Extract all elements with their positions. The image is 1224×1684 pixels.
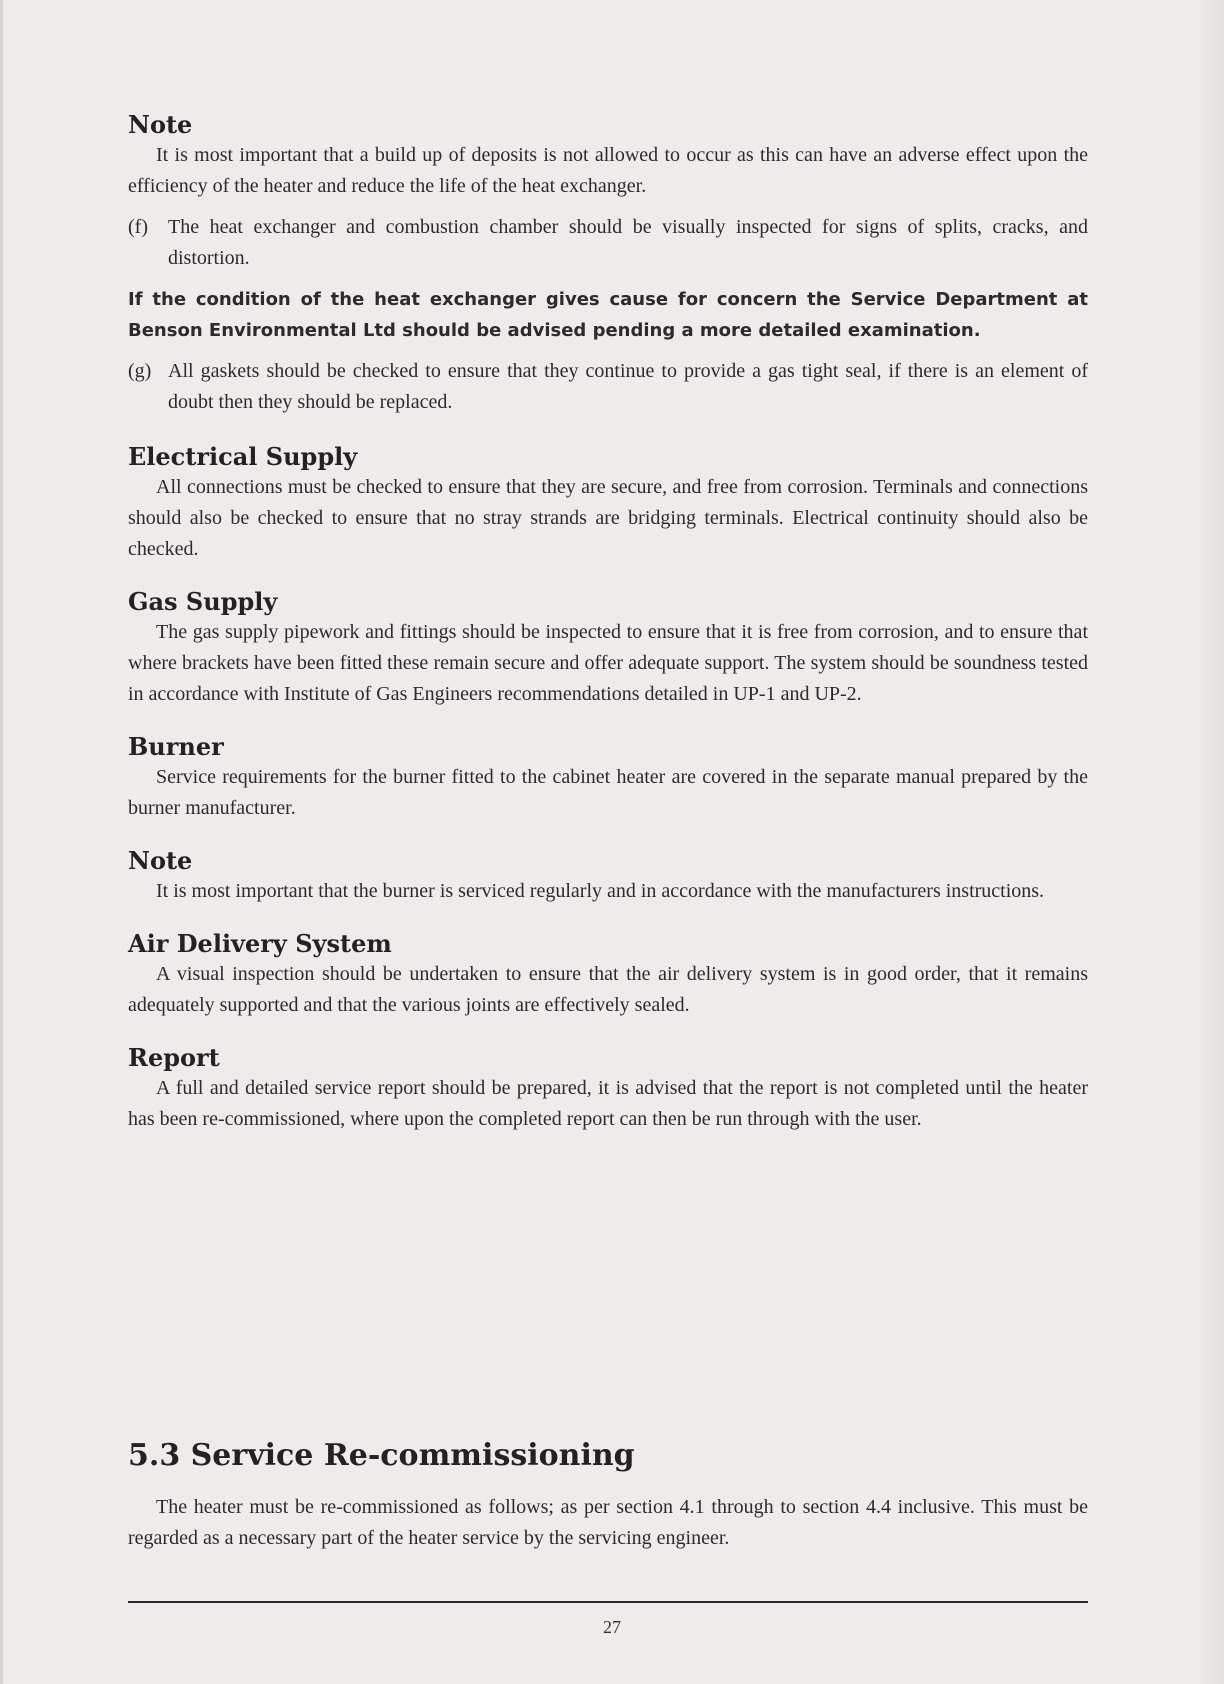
- burner-heading: Burner: [128, 732, 224, 761]
- list-item-label: (g): [128, 360, 152, 382]
- page-left-edge: [0, 0, 3, 1684]
- note-text: It is most important that the burner is serviced regularly and in accordance with the manufacturers instructions.: [156, 880, 1045, 902]
- page-number: 27: [603, 1617, 621, 1637]
- list-item-f: [128, 212, 1088, 274]
- section-heading: 5.3 Service Re-commissioning: [128, 1438, 635, 1473]
- air-delivery-heading: Air Delivery System: [128, 929, 392, 958]
- note-text: It is most important that a build up of deposits is not allowed to occur as this can have an adverse effect upon the efficiency of the heater and reduce the life of the heat exchanger.: [128, 144, 1088, 197]
- page-content: [128, 110, 1088, 1135]
- recommissioning-text: The heater must be re-commissioned as follows; as per section 4.1 through to section 4.4 inclusive. This must be regarded as a necessary part of the heater service by the servicing engineer.: [128, 1496, 1088, 1549]
- electrical-supply-section: [128, 442, 1088, 565]
- gas-supply-section: [128, 587, 1088, 710]
- air-delivery-section: [128, 929, 1088, 1021]
- electrical-supply-text: All connections must be checked to ensure that they are secure, and free from corrosion. Terminals and connections should also be checked to ensure that no stray strands are bridging terminals. Electrical continuity should also be checked.: [128, 476, 1088, 560]
- note-heading: Note: [128, 110, 193, 139]
- page-right-shadow: [1196, 0, 1224, 1684]
- list-item-g: [128, 356, 1088, 418]
- air-delivery-text: A visual inspection should be undertaken to ensure that the air delivery system is in good order, that it remains adequately supported and that the various joints are effectively sealed.: [128, 963, 1088, 1016]
- burner-section: [128, 732, 1088, 824]
- list-item-text: The heat exchanger and combustion chamber should be visually inspected for signs of splits, cracks, and distortion.: [168, 216, 1088, 269]
- report-heading: Report: [128, 1043, 220, 1072]
- note-section-1: [128, 110, 1088, 202]
- report-section: [128, 1043, 1088, 1135]
- footer-divider: [128, 1601, 1088, 1603]
- list-item-text: All gaskets should be checked to ensure that they continue to provide a gas tight seal, if there is an element of doubt then they should be replaced.: [168, 360, 1088, 413]
- gas-supply-text: The gas supply pipework and fittings should be inspected to ensure that it is free from corrosion, and to ensure that where brackets have been fitted these remain secure and offer adequate support. The system should be soundness tested in accordance with Institute of Gas Engineers recommendations detailed in UP-1 and UP-2.: [128, 621, 1088, 705]
- burner-text: Service requirements for the burner fitted to the cabinet heater are covered in the separate manual prepared by the burner manufacturer.: [128, 766, 1088, 819]
- note-section-2: [128, 846, 1088, 907]
- bold-warning-text: If the condition of the heat exchanger gives cause for concern the Service Department at Benson Environmental Ltd should be advised pending a more detailed examination.: [128, 289, 1088, 341]
- note-heading: Note: [128, 846, 193, 875]
- electrical-supply-heading: Electrical Supply: [128, 442, 358, 471]
- report-text: A full and detailed service report should be prepared, it is advised that the report is not completed until the heater has been re-commissioned, where upon the completed report can then be run through with the user.: [128, 1077, 1088, 1130]
- list-item-label: (f): [128, 216, 148, 238]
- gas-supply-heading: Gas Supply: [128, 587, 278, 616]
